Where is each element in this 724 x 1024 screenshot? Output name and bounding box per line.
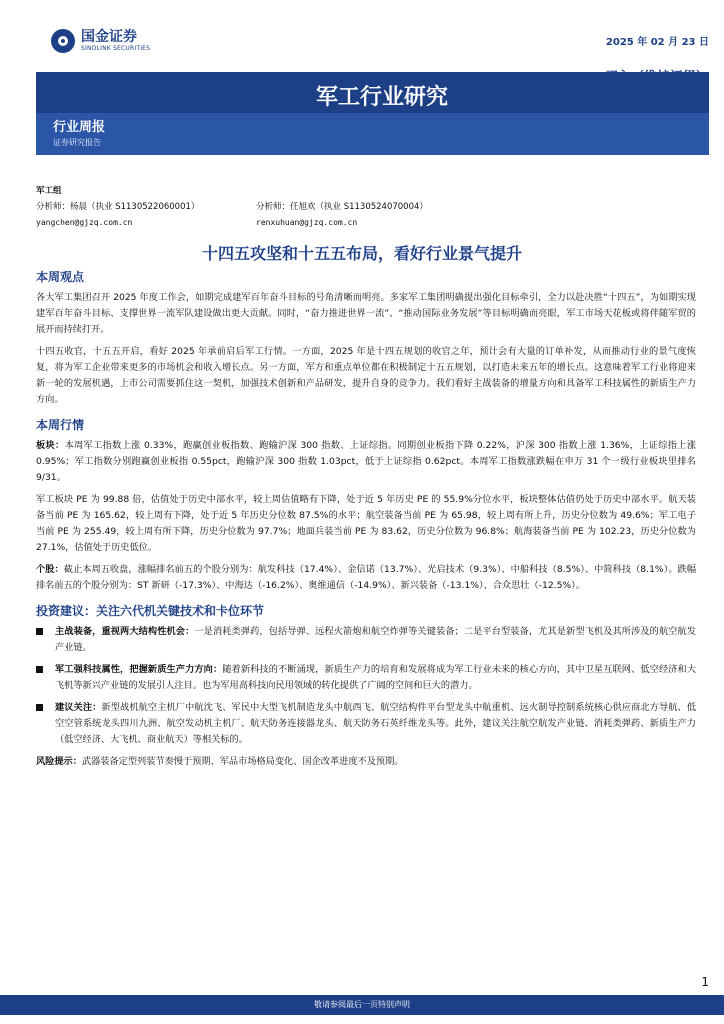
analyst-2-email[interactable]: renxuhuan@gjzq.com.cn [256, 218, 358, 227]
list-item [36, 700, 696, 748]
section-heading-investment: 投资建议：关注六代机关键技术和卡位环节 [36, 604, 265, 618]
analyst-1: 分析师：杨晨（执业 S1130522060001） [36, 202, 200, 212]
paragraph-label: 板块： [36, 440, 65, 451]
logo-icon [51, 29, 75, 53]
logo-name-en: SINOLINK SECURITIES [81, 45, 151, 52]
paragraph-text: 截止本周五收盘，涨幅排名前五的个股分别为：航发科技（17.4%）、金信诺（13.7%）、光启技术（9.3%）、中船科技（8.5%）、中简科技（8.1%）。跌幅排名前五的个股分别为：ST 新研（-17.3%）、中海达（-16.2%）、奥维通信（-14.9%）、新兴装备（-13.1%）、合众思壮（-12.5%）。 [36, 564, 697, 591]
risk-warning [36, 754, 696, 770]
section-heading-market: 本周行情 [36, 418, 85, 432]
footer-disclaimer: 敬请参阅最后一页特别声明 [314, 1000, 410, 1009]
paragraph-text: 本周军工指数上涨 0.33%，跑赢创业板指数、跑输沪深 300 指数、上证综指。同期创业板指下降 0.22%，沪深 300 指数上涨 1.36%，上证综指上涨 0.95%；军工指数分别跑赢创业板指 0.55pct，跑输沪深 300 指数 1.03pct，低于上证综指 0.62pct。本周军工指数涨跌幅在申万 31 个一级行业板块里排名 9/31。 [36, 440, 697, 483]
paragraph [36, 438, 696, 486]
rating-label: 买入（维持评级） [604, 70, 709, 85]
bullet-square-icon [36, 704, 43, 711]
paragraph: 各大军工集团召开 2025 年度工作会，如期完成建军百年奋斗目标的号角清晰而明亮。多家军工集团明确提出强化目标牵引，全力以赴决胜“十四五”，为如期实现建军百年奋斗目标、支撑世界一流军队建设做出更大贡献。同时，“奋力推进世界一流”、“推动国际业务发展”等目标明确而亮眼，军工市场天花板或将伴随军贸的展开而持续打开。 [36, 292, 696, 335]
page-number: 1 [701, 975, 709, 989]
report-category: 行业周报 [53, 120, 106, 135]
list-item [36, 624, 696, 656]
paragraph: 十四五收官，十五五开启，看好 2025 年承前启后军工行情。一方面，2025 年是十四五规划的收官之年，预计会有大量的订单补发，从而推动行业的景气度恢复，将为军工企业带来更多的市场机会和收入增长点。另一方面，军方和重点单位都在积极制定十五五规划，以打造未来五年的增长点。这意味着军工行业将迎来新一轮的发展机遇，上市公司需要抓住这一契机，加强技术创新和产品研发，提升自身的竞争力。我们看好主战装备的增量方向和具备军工科技属性的新质生产力方向。 [36, 346, 696, 405]
sector-name: 军工组 [36, 186, 62, 196]
risk-text: 武器装备定型列装节奏慢于预期、军品市场格局变化、国企改革进度不及预期。 [81, 756, 404, 767]
analyst-1-email[interactable]: yangchen@gjzq.com.cn [36, 218, 133, 227]
bullet-text: 随着新科技的不断涌现，新质生产力的培育和发展将成为军工行业未来的核心方向，其中卫星互联网、低空经济和大飞机等新兴产业链的发展引人注目。也为军用高科技向民用领域的转化提供了广阔的空间和巨大的潜力。 [55, 664, 697, 691]
risk-label: 风险提示： [36, 756, 82, 767]
report-date: 2025 年 02 月 23 日 [605, 37, 709, 48]
analyst-2: 分析师：任旭欢（执业 S1130524070004） [256, 202, 428, 212]
bullet-text: 新型战机航空主机厂中航沈飞、军民中大型飞机制造龙头中航西飞、航空结构件平台型龙头中航重机、远火制导控制系统核心供应商北方导航、低空空管系统龙头四川九洲、航空发动机主机厂、航天防务连接器龙头、航天防务石英纤维龙头等。此外，建议关注航空航发产业链、消耗类弹药、新质生产力（低空经济、大飞机、商业航天）等相关标的。 [55, 702, 697, 745]
paragraph-label: 个股： [36, 564, 64, 575]
report-title: 十四五攻坚和十五五布局，看好行业景气提升 [201, 244, 522, 263]
report-type: 证券研究报告 [53, 138, 101, 147]
bullet-label: 主战装备，重视两大结构性机会： [55, 626, 195, 637]
bullet-text: 一是消耗类弹药，包括导弹、远程火箭炮和航空炸弹等关键装备；二是平台型装备，尤其是新型飞机及其所涉及的航空航发产业链。 [55, 626, 697, 653]
sub-banner [36, 113, 709, 155]
report-body [36, 268, 696, 776]
bullet-label: 军工强科技属性，把握新质生产力方向： [55, 664, 223, 675]
company-logo [51, 29, 150, 53]
bullet-label: 建议关注： [55, 702, 102, 713]
banner-title: 军工行业研究 [316, 85, 449, 110]
section-heading-weekly-view: 本周观点 [36, 270, 85, 284]
bullet-square-icon [36, 628, 43, 635]
logo-name-cn: 国金证券 [81, 29, 137, 45]
paragraph: 军工板块 PE 为 99.88 倍，估值处于历史中部水平，较上周估值略有下降，处于近 5 年历史 PE 的 55.9%分位水平，板块整体估值仍处于历史中部水平。航天装备当前 PE 为 165.62，较上周有下降，处于近 5 年历史分位数 87.5%的水平；航空装备当前 PE 为 65.98，较上周有所上升，历史分位数为 49.6%；军工电子当前 PE 为 255.49，较上周有所下降，历史分位数为 97.7%；地面兵装当前 PE 为 83.62，历史分位数为 96.8%；航海装备当前 PE 为 102.23，历史分位数为 27.1%，估值处于历史低位。 [36, 494, 696, 553]
bullet-square-icon [36, 666, 43, 673]
list-item [36, 662, 696, 694]
paragraph [36, 562, 696, 594]
analyst-block [36, 183, 709, 231]
